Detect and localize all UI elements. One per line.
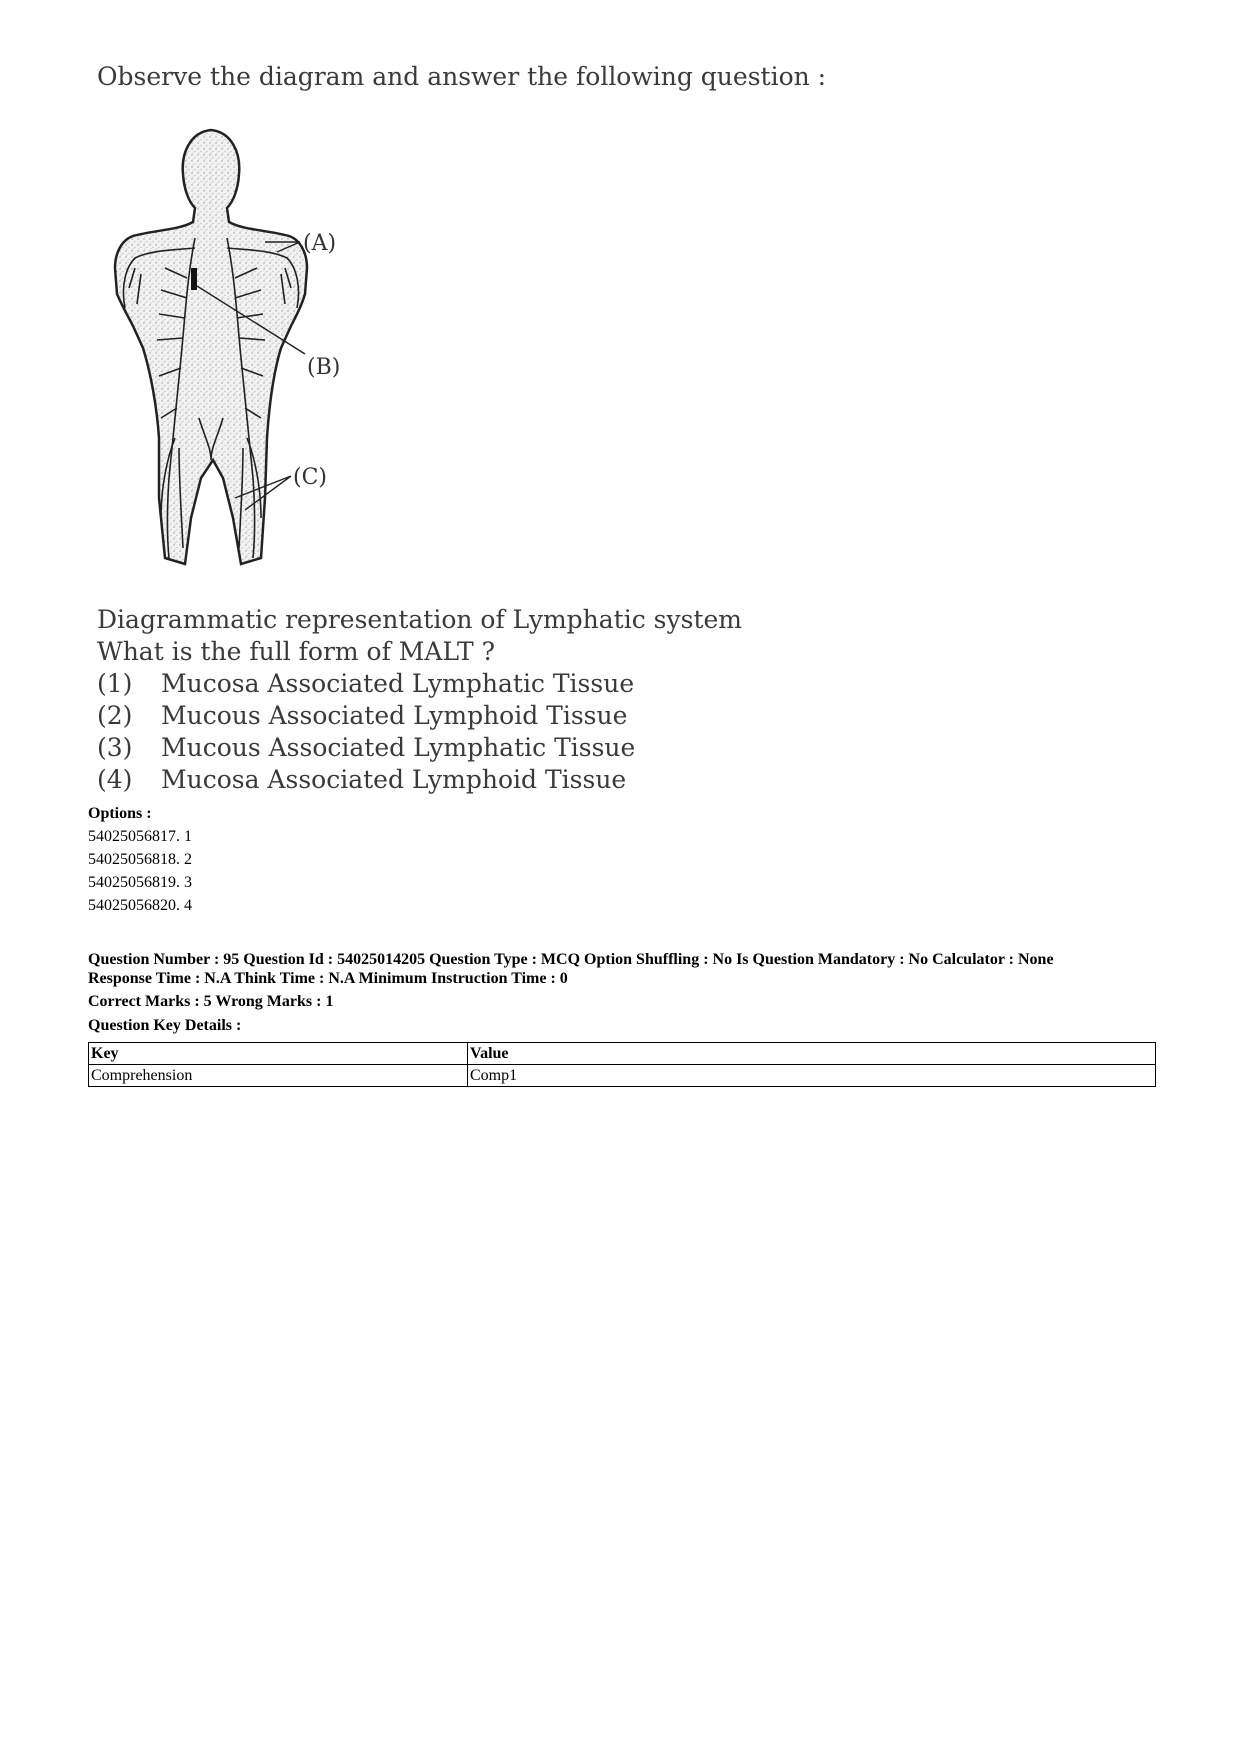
- key-details-heading: Question Key Details :: [88, 1017, 242, 1034]
- choice-1: [97, 669, 634, 698]
- body-silhouette: [115, 130, 307, 564]
- marks-line: Correct Marks : 5 Wrong Marks : 1: [88, 993, 334, 1010]
- table-header-value: Value: [468, 1043, 1156, 1065]
- question-meta-line2: Response Time : N.A Think Time : N.A Minimum Instruction Time : 0: [88, 970, 568, 987]
- choice-3: [97, 733, 635, 762]
- choice-text: Mucous Associated Lymphoid Tissue: [161, 701, 628, 730]
- label-c: (C): [293, 465, 327, 490]
- choice-text: Mucosa Associated Lymphatic Tissue: [161, 669, 635, 698]
- choice-number: (1): [97, 669, 133, 698]
- question-prompt: Observe the diagram and answer the following question :: [97, 62, 827, 91]
- question-meta-line1: Question Number : 95 Question Id : 54025014205 Question Type : MCQ Option Shuffling : No Is Question Mandatory : No Calculator : None: [88, 951, 1054, 968]
- question-text: What is the full form of MALT ?: [97, 637, 496, 666]
- option-item-1: 54025056817. 1: [88, 828, 192, 845]
- choice-number: (4): [97, 765, 133, 794]
- choice-4: [97, 765, 626, 794]
- table-header-key: Key: [89, 1043, 468, 1065]
- label-a: (A): [303, 231, 337, 256]
- choice-number: (3): [97, 733, 133, 762]
- options-heading: Options :: [88, 805, 152, 822]
- lymphatic-system-diagram: [95, 118, 395, 578]
- choice-number: (2): [97, 701, 133, 730]
- thymus-mark: [191, 268, 197, 290]
- option-item-2: 54025056818. 2: [88, 851, 192, 868]
- question-key-table: [88, 1042, 1156, 1087]
- table-cell-value: Comp1: [468, 1065, 1156, 1087]
- choice-text: Mucosa Associated Lymphoid Tissue: [161, 765, 627, 794]
- table-header-row: [89, 1043, 1156, 1065]
- choice-2: [97, 701, 627, 730]
- label-b: (B): [307, 355, 341, 380]
- diagram-caption: Diagrammatic representation of Lymphatic system: [97, 605, 742, 634]
- table-cell-key: Comprehension: [89, 1065, 468, 1087]
- choice-text: Mucous Associated Lymphatic Tissue: [161, 733, 636, 762]
- option-item-3: 54025056819. 3: [88, 874, 192, 891]
- table-row: [89, 1065, 1156, 1087]
- option-item-4: 54025056820. 4: [88, 897, 192, 914]
